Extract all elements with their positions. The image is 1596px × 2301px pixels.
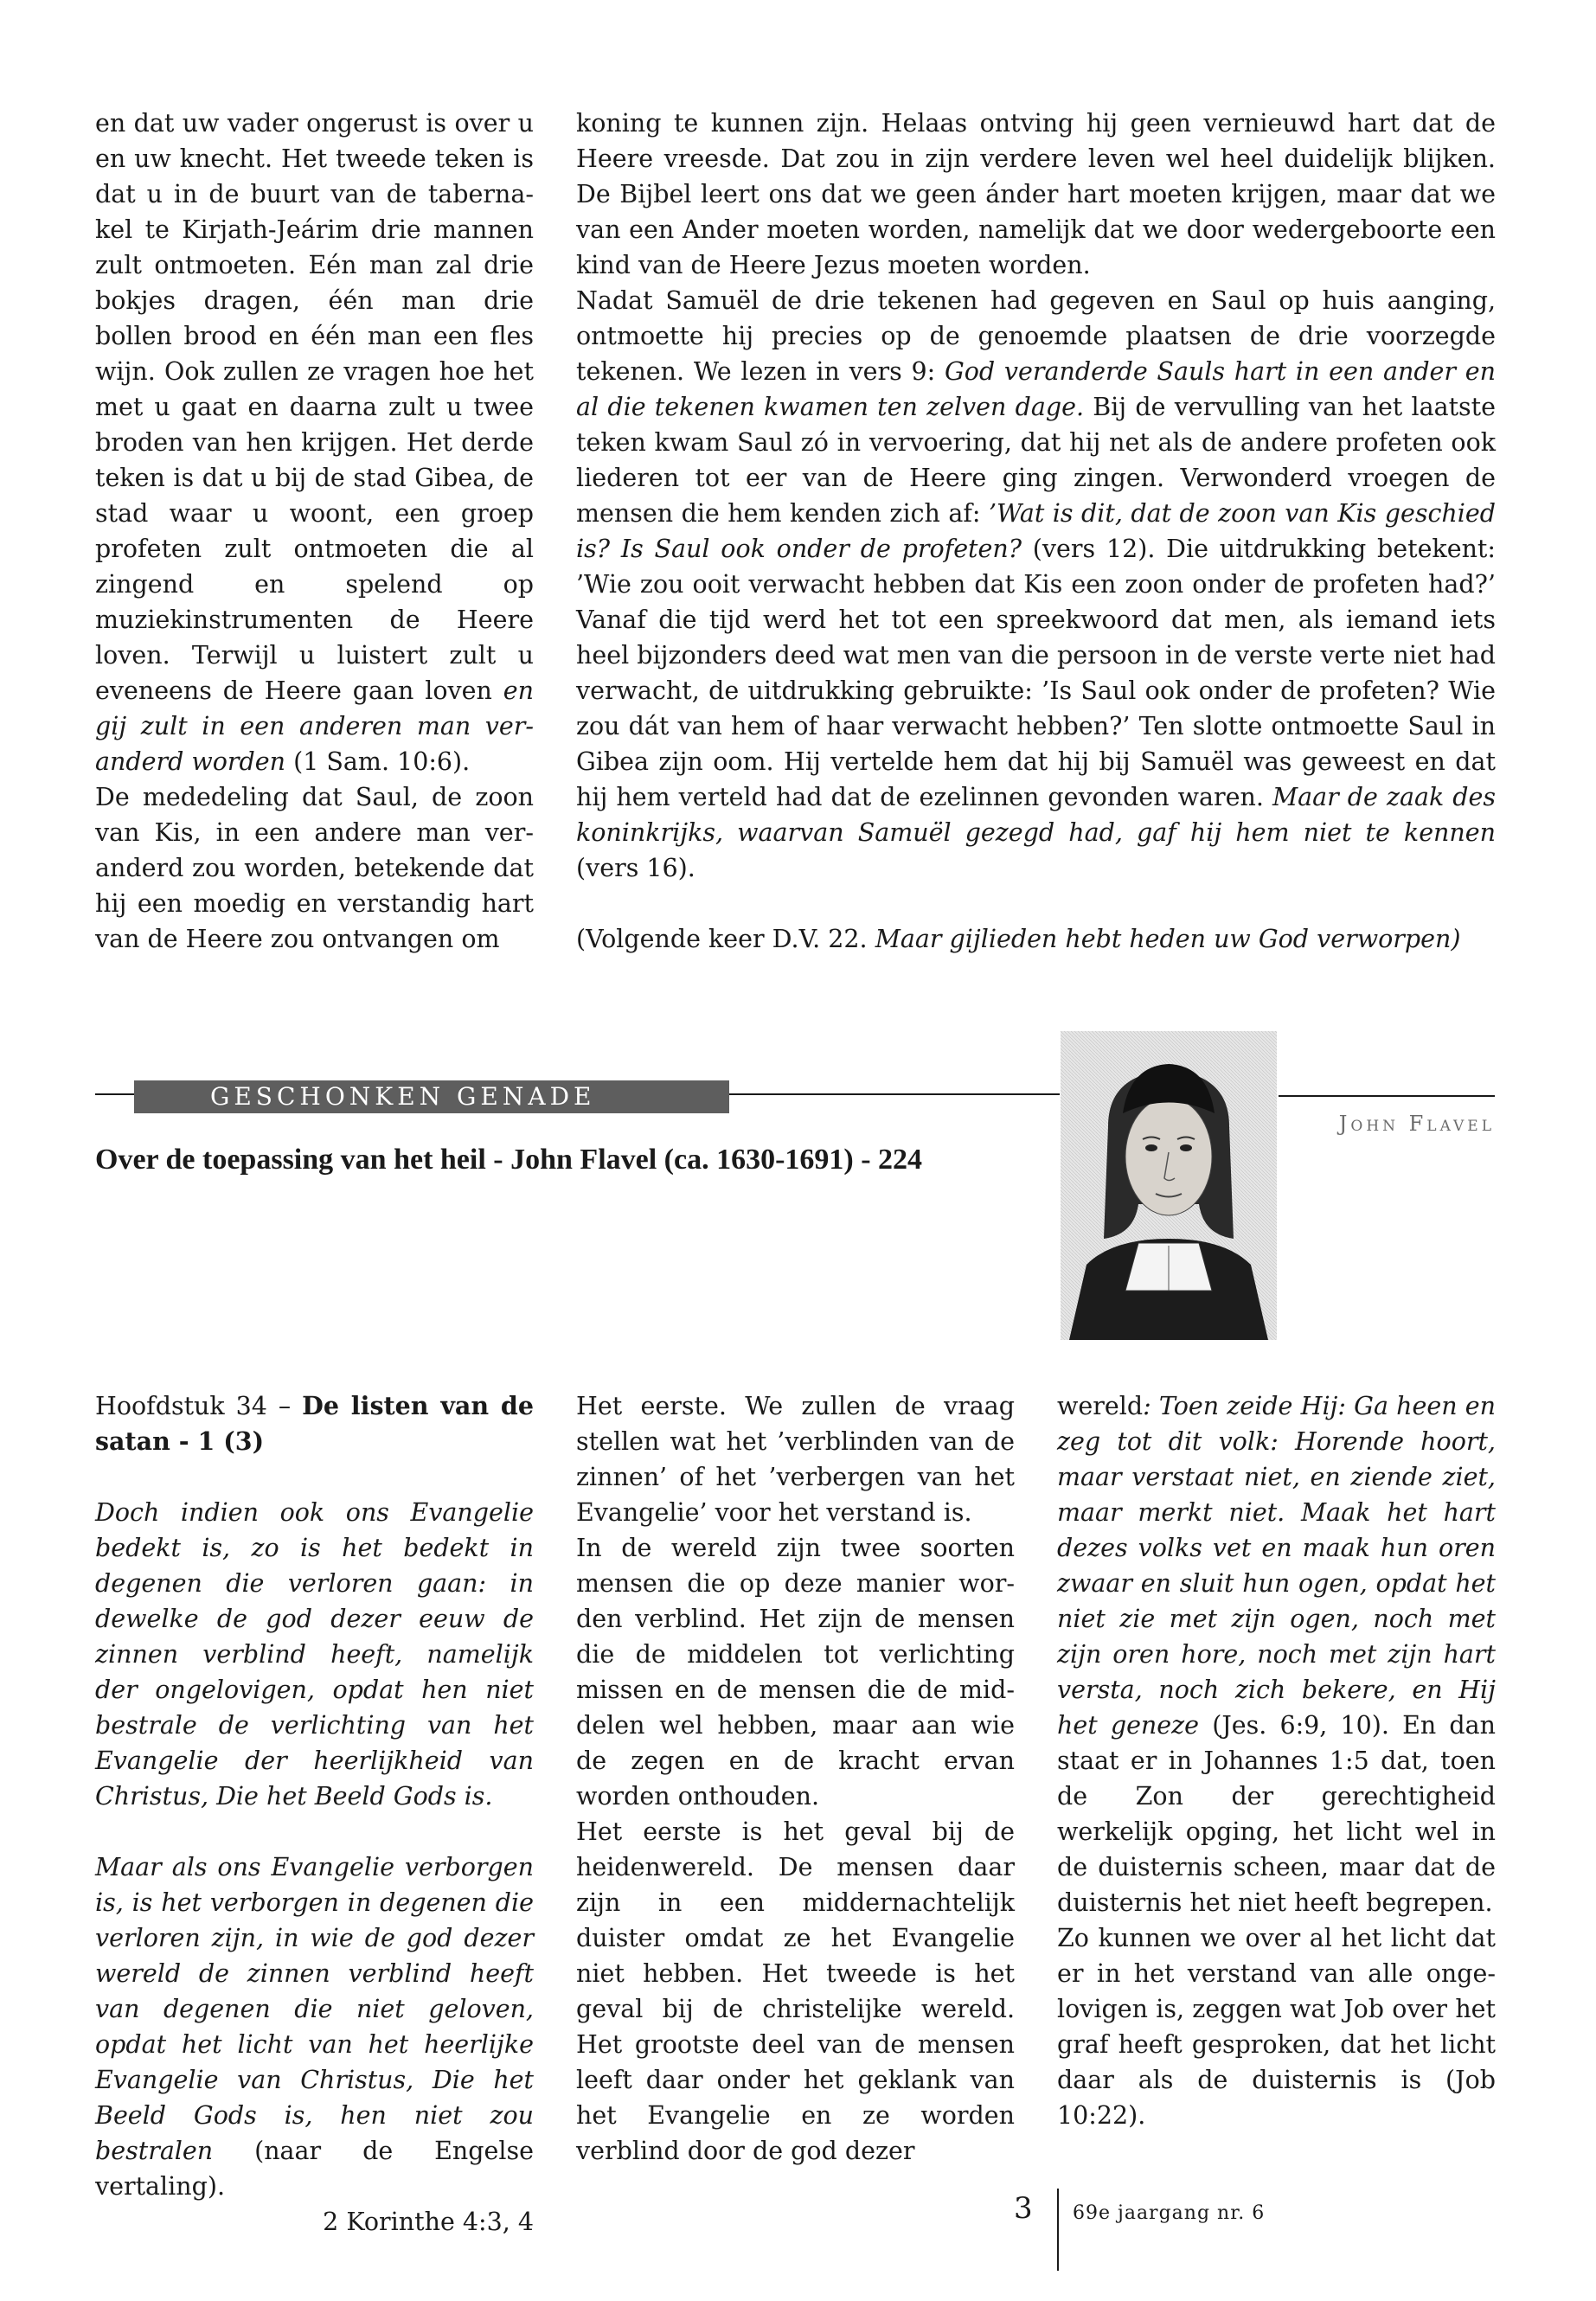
paragraph: De mededeling dat Saul, de zoon van Kis, in een andere man veranderd zou worden, betekende dat hij een moedig en verstandig hart van de Heere zou ontvangen om bbox=[95, 783, 534, 953]
text: Hoofdstuk 34 – bbox=[95, 1392, 303, 1420]
paragraph bbox=[1057, 1388, 1496, 1920]
top-right-column bbox=[576, 106, 1496, 957]
bottom-column-2 bbox=[576, 1388, 1015, 2169]
author-divider bbox=[1279, 1095, 1495, 1097]
paragraph bbox=[576, 283, 1496, 886]
italic-quote: Maar als ons Evangelie verborgen is, is het verborgen in degenen die verloren zijn, in wie de god dezer wereld de zinnen verblind heeft van degenen die niet geloven, opdat het licht van het heerlijke Evangelie van Christus, Die het Beeld Gods is, hen niet zou bestralen bbox=[95, 1853, 534, 2165]
author-name: John Flavel bbox=[1338, 1112, 1495, 1136]
section-label: GESCHONKEN GENADE bbox=[134, 1080, 729, 1113]
page-number: 3 bbox=[1014, 2191, 1033, 2226]
paragraph: Het eerste. We zullen de vraag stellen wat het ’verblinden van de zinnen’ of het ’verbergen van het Evangelie’ voor het verstand is. bbox=[576, 1392, 1015, 1527]
author-portrait bbox=[1061, 1031, 1277, 1340]
text: Nadat Samuël de drie tekenen had gegeven en Saul op huis aanging, ontmoette hij precies op de genoemde plaatsen de drie voorzegde tekenen. We lezen in vers 9: bbox=[576, 286, 1496, 386]
bottom-column-1 bbox=[95, 1388, 534, 2240]
italic-quote: : Toen zeide Hij: Ga heen en zeg tot dit volk: Horende hoort, maar verstaat niet, en ziende ziet, maar merkt niet. Maak het hart dezes volks vet en maak hun oren zwaar en sluit hun ogen, opdat het niet zie met zijn ogen, noch met zijn oren hore, noch met zijn hart versta, noch zich bekere, en Hij het geneze bbox=[1057, 1392, 1496, 1740]
paragraph: In de wereld zijn twee soorten mensen die op deze manier worden verblind. Het zijn de mensen die de middelen tot verlichting missen en de mensen die de middelen wel hebben, maar aan wie de zegen en de kracht ervan worden onthouden. bbox=[576, 1534, 1015, 1811]
italic-quote: en gij zult in een anderen man veranderd worden bbox=[95, 676, 534, 776]
bottom-column-3 bbox=[1057, 1388, 1496, 2133]
text: (vers 12). Die uitdrukking betekent: ’Wie zou ooit verwacht hebben dat Kis een zoon onder de profeten had?’ Vanaf die tijd werd het tot een spreekwoord dat men, als iemand iets heel bijzonders deed wat men van die persoon in de verste verte niet had verwacht, de uitdrukking gebruikte: ’Is Saul ook onder de profeten? Wie zou dát van hem of haar verwacht hebben?’ Ten slotte ontmoette Saul in Gibea zijn oom. Hij vertelde hem dat hij bij Samuël was geweest en dat hij hem verteld had dat de ezelinnen gevonden waren. bbox=[576, 535, 1496, 811]
paragraph: Zo kunnen we over al het licht dat er in het verstand van alle ongelovigen is, zeggen wat Job over het graf heeft gesproken, dat het licht daar als de duisternis is (Job 10:22). bbox=[1057, 1924, 1496, 2130]
article-title: Over de toepassing van het heil - John Flavel (ca. 1630-1691) - 224 bbox=[95, 1144, 923, 1176]
bible-quote bbox=[95, 1849, 534, 2204]
text: (Jes. 6:9, 10). En dan staat er in Johannes 1:5 dat, toen de Zon der gerechtigheid werkelijk opging, het licht wel in de duisternis scheen, maar dat de duisternis het niet heeft begrepen. bbox=[1057, 1711, 1497, 1917]
text: (1 Sam. 10:6). bbox=[285, 747, 471, 776]
text: en dat uw vader ongerust is over u en uw knecht. Het tweede teken is dat u in de buurt van de tabernakel te Kirjath-Jeárim drie mannen zult ontmoeten. Eén man zal drie bokjes dragen, één man drie bollen brood en één man een fles wijn. Ook zullen ze vragen hoe het met u gaat en daarna zult u twee broden van hen krijgen. Het derde teken is dat u bij de stad Gibea, de stad waar u woont, een groep profeten zult ontmoeten die al zingend en spelend op muziekinstrumenten de Heere loven. Terwijl u luistert zult u eveneens de Heere gaan loven bbox=[95, 109, 534, 705]
top-left-column bbox=[95, 106, 534, 957]
italic-quote: Maar de zaak des koninkrijks, waarvan Samuël gezegd had, gaf hij hem niet te kennen bbox=[576, 783, 1496, 847]
text: (naar de Engelse vertaling). bbox=[95, 2137, 534, 2201]
italic-quote: Maar gijlieden hebt heden uw God verworpen) bbox=[875, 925, 1461, 953]
paragraph: Het eerste is het geval bij de heidenwereld. De mensen daar zijn in een middernachtelijk duister omdat ze het Evangelie niet hebben. Het tweede is het geval bij de christelijke wereld. Het grootste deel van de mensen leeft daar onder het geklank van het Evangelie en ze worden verblind door de god dezer bbox=[576, 1817, 1015, 2165]
chapter-heading bbox=[95, 1388, 534, 1459]
paragraph: koning te kunnen zijn. Helaas ontving hij geen vernieuwd hart dat de Heere vreesde. Dat zou in zijn verdere leven wel heel duidelijk blijken. De Bijbel leert ons dat we geen ánder hart moeten krijgen, maar dat we van een Ander moeten worden, namelijk dat we door wedergeboorte een kind van de Heere Jezus moeten worden. bbox=[576, 109, 1496, 279]
next-time-note bbox=[576, 921, 1496, 957]
paragraph bbox=[95, 106, 534, 779]
chapter-title: De listen van de satan - 1 (3) bbox=[95, 1391, 534, 1456]
italic-quote: God veranderde Sauls hart in een ander en al die tekenen kwamen ten zelven dage. bbox=[576, 357, 1497, 421]
italic-quote: ’Wat is dit, dat de zoon van Kis geschied is? Is Saul ook onder de profeten? bbox=[576, 499, 1496, 563]
text: (vers 16). bbox=[576, 854, 695, 882]
footer-divider bbox=[1057, 2189, 1059, 2271]
text: wereld bbox=[1057, 1392, 1144, 1420]
bible-reference: 2 Korinthe 4:3, 4 bbox=[323, 2208, 534, 2236]
bible-quote bbox=[95, 1495, 534, 1814]
text: (Volgende keer D.V. 22. bbox=[576, 925, 875, 953]
italic-quote: Doch indien ook ons Evangelie bedekt is, zo is het bedekt in degenen die verloren gaan: in dewelke de god dezer eeuw de zinnen verblind heeft, namelijk der ongelovigen, opdat hen niet bestrale de verlichting van het Evangelie der heerlijkheid van Christus, Die het Beeld Gods is. bbox=[95, 1498, 534, 1811]
issue-label: 69e jaargang nr. 6 bbox=[1073, 2202, 1266, 2224]
portrait-illustration bbox=[1061, 1031, 1277, 1340]
text: Bij de vervulling van het laatste teken kwam Saul zó in vervoering, dat hij net als de andere profeten ook liederen tot eer van de Heere ging zingen. Verwonderd vroegen de mensen die hem kenden zich af: bbox=[576, 393, 1496, 528]
